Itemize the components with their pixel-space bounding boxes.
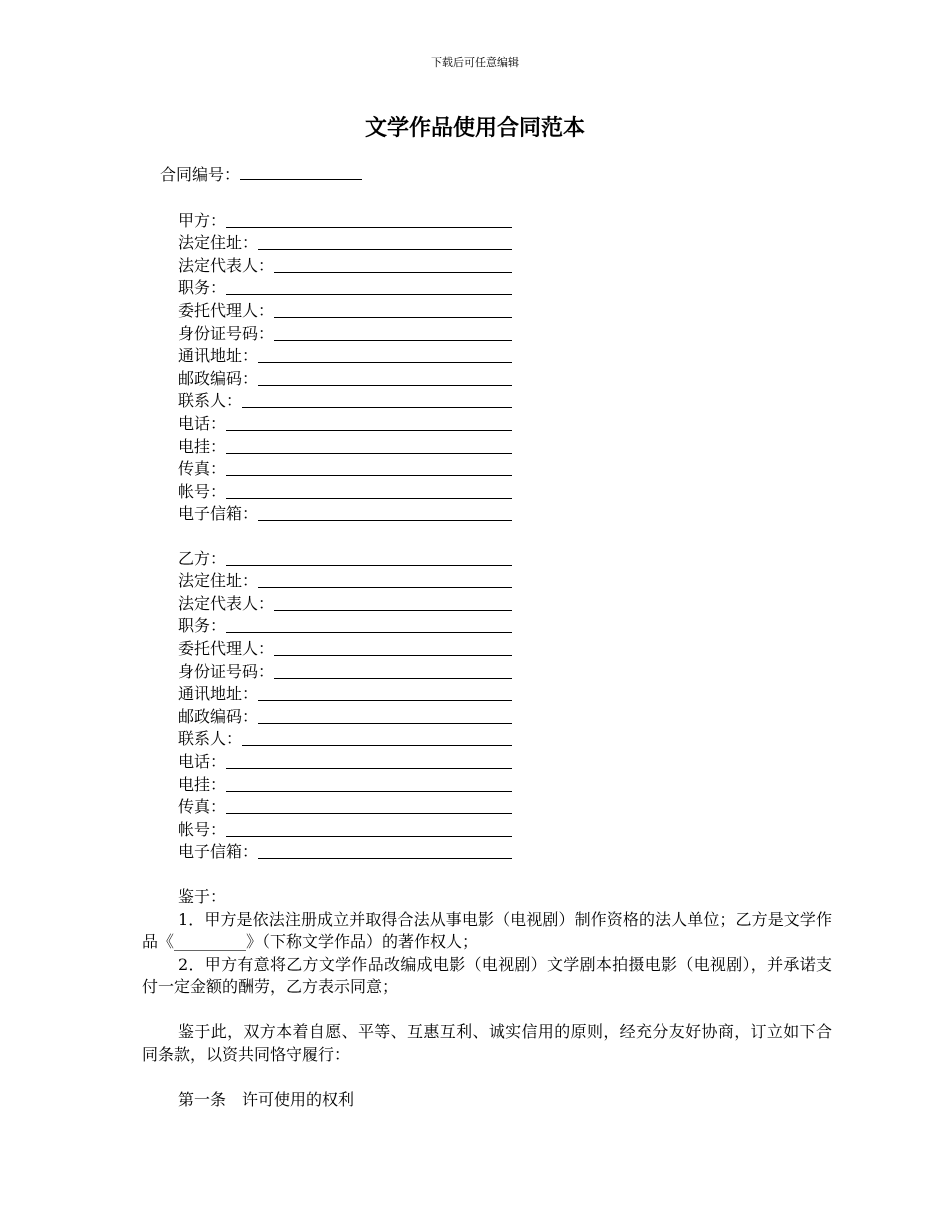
- field-label: 法定住址：: [178, 233, 259, 253]
- field-label: 传真：: [178, 459, 227, 479]
- party-b-field: [178, 659, 518, 682]
- field-label: 法定住址：: [178, 571, 259, 591]
- field-label: 电子信箱：: [178, 842, 259, 862]
- field-label: 身份证号码：: [178, 661, 275, 681]
- field-blank[interactable]: [226, 754, 512, 769]
- party-a-field: [178, 298, 518, 321]
- party-a-field: [178, 434, 518, 457]
- field-label: 电话：: [178, 413, 227, 433]
- field-blank[interactable]: [258, 709, 512, 724]
- party-b-field: [178, 817, 518, 840]
- field-blank[interactable]: [226, 777, 512, 792]
- field-blank[interactable]: [242, 731, 512, 746]
- field-blank[interactable]: [226, 551, 512, 566]
- field-label: 电挂：: [178, 774, 227, 794]
- whereas-item-2: 2．甲方有意将乙方文学作品改编成电影（电视剧）文学剧本拍摄电影（电视剧），并承诺支付一定金额的酬劳，乙方表示同意；: [142, 954, 832, 996]
- field-blank[interactable]: [258, 348, 512, 363]
- field-label: 乙方：: [178, 548, 227, 568]
- field-blank[interactable]: [258, 844, 512, 859]
- party-b-field: [178, 795, 518, 818]
- party-b-section: [178, 546, 518, 862]
- party-b-field: [178, 569, 518, 592]
- field-blank[interactable]: [226, 799, 512, 814]
- contract-number-label: 合同编号：: [160, 165, 241, 184]
- party-a-field: [178, 366, 518, 389]
- header-note: 下载后可任意编辑: [431, 56, 519, 69]
- party-a-field: [178, 321, 518, 344]
- field-label: 邮政编码：: [178, 368, 259, 388]
- field-label: 法定代表人：: [178, 255, 275, 275]
- field-label: 委托代理人：: [178, 300, 275, 320]
- field-label: 联系人：: [178, 729, 243, 749]
- party-a-field: [178, 457, 518, 480]
- field-label: 职务：: [178, 278, 227, 298]
- party-a-field: [178, 502, 518, 525]
- agreement-paragraph: 鉴于此，双方本着自愿、平等、互惠互利、诚实信用的原则，经充分友好协商，订立如下合同条款，以资共同恪守履行：: [142, 1022, 832, 1064]
- party-a-section: [178, 208, 518, 524]
- party-a-field: [178, 253, 518, 276]
- paragraph-gap: [142, 999, 832, 1022]
- field-label: 帐号：: [178, 481, 227, 501]
- contract-body: [142, 886, 832, 1111]
- field-blank[interactable]: [226, 822, 512, 837]
- party-b-field: [178, 591, 518, 614]
- field-label: 传真：: [178, 797, 227, 817]
- field-label: 委托代理人：: [178, 638, 275, 658]
- party-a-field: [178, 208, 518, 231]
- contract-number-field: [160, 163, 362, 186]
- party-b-field: [178, 749, 518, 772]
- field-label: 电子信箱：: [178, 504, 259, 524]
- field-blank[interactable]: [274, 326, 512, 341]
- field-blank[interactable]: [274, 664, 512, 679]
- party-b-field: [178, 772, 518, 795]
- field-label: 电话：: [178, 751, 227, 771]
- whereas-item-1: 1．甲方是依法注册成立并取得合法从事电影（电视剧）制作资格的法人单位；乙方是文学作品《_________》（下称文学作品）的著作权人；: [142, 909, 832, 951]
- party-b-field: [178, 546, 518, 569]
- field-blank[interactable]: [258, 506, 512, 521]
- field-label: 甲方：: [178, 210, 227, 230]
- party-b-field: [178, 614, 518, 637]
- party-b-field: [178, 727, 518, 750]
- field-label: 通讯地址：: [178, 346, 259, 366]
- document-title: 文学作品使用合同范本: [364, 115, 585, 141]
- party-b-field: [178, 682, 518, 705]
- party-b-field: [178, 636, 518, 659]
- field-label: 法定代表人：: [178, 593, 275, 613]
- field-blank[interactable]: [274, 641, 512, 656]
- party-b-field: [178, 704, 518, 727]
- party-a-field: [178, 389, 518, 412]
- party-a-field: [178, 344, 518, 367]
- field-blank[interactable]: [226, 416, 512, 431]
- field-label: 通讯地址：: [178, 684, 259, 704]
- field-blank[interactable]: [258, 235, 512, 250]
- field-blank[interactable]: [258, 371, 512, 386]
- party-a-field: [178, 479, 518, 502]
- field-blank[interactable]: [226, 618, 512, 633]
- whereas-heading: 鉴于：: [178, 887, 227, 906]
- field-blank[interactable]: [226, 213, 512, 228]
- field-blank[interactable]: [274, 303, 512, 318]
- party-a-field: [178, 276, 518, 299]
- paragraph-gap: [142, 1066, 832, 1089]
- field-blank[interactable]: [226, 280, 512, 295]
- field-blank[interactable]: [226, 439, 512, 454]
- field-label: 电挂：: [178, 436, 227, 456]
- field-label: 职务：: [178, 616, 227, 636]
- field-label: 联系人：: [178, 391, 243, 411]
- party-a-field: [178, 231, 518, 254]
- party-b-field: [178, 840, 518, 863]
- field-label: 帐号：: [178, 819, 227, 839]
- contract-number-blank[interactable]: [240, 163, 362, 180]
- field-blank[interactable]: [258, 686, 512, 701]
- field-blank[interactable]: [226, 461, 512, 476]
- field-blank[interactable]: [226, 484, 512, 499]
- field-label: 身份证号码：: [178, 323, 275, 343]
- article-1-heading: 第一条 许可使用的权利: [178, 1089, 355, 1109]
- field-blank[interactable]: [242, 393, 512, 408]
- field-blank[interactable]: [274, 596, 512, 611]
- field-blank[interactable]: [274, 258, 512, 273]
- field-blank[interactable]: [258, 573, 512, 588]
- field-label: 邮政编码：: [178, 706, 259, 726]
- party-a-field: [178, 411, 518, 434]
